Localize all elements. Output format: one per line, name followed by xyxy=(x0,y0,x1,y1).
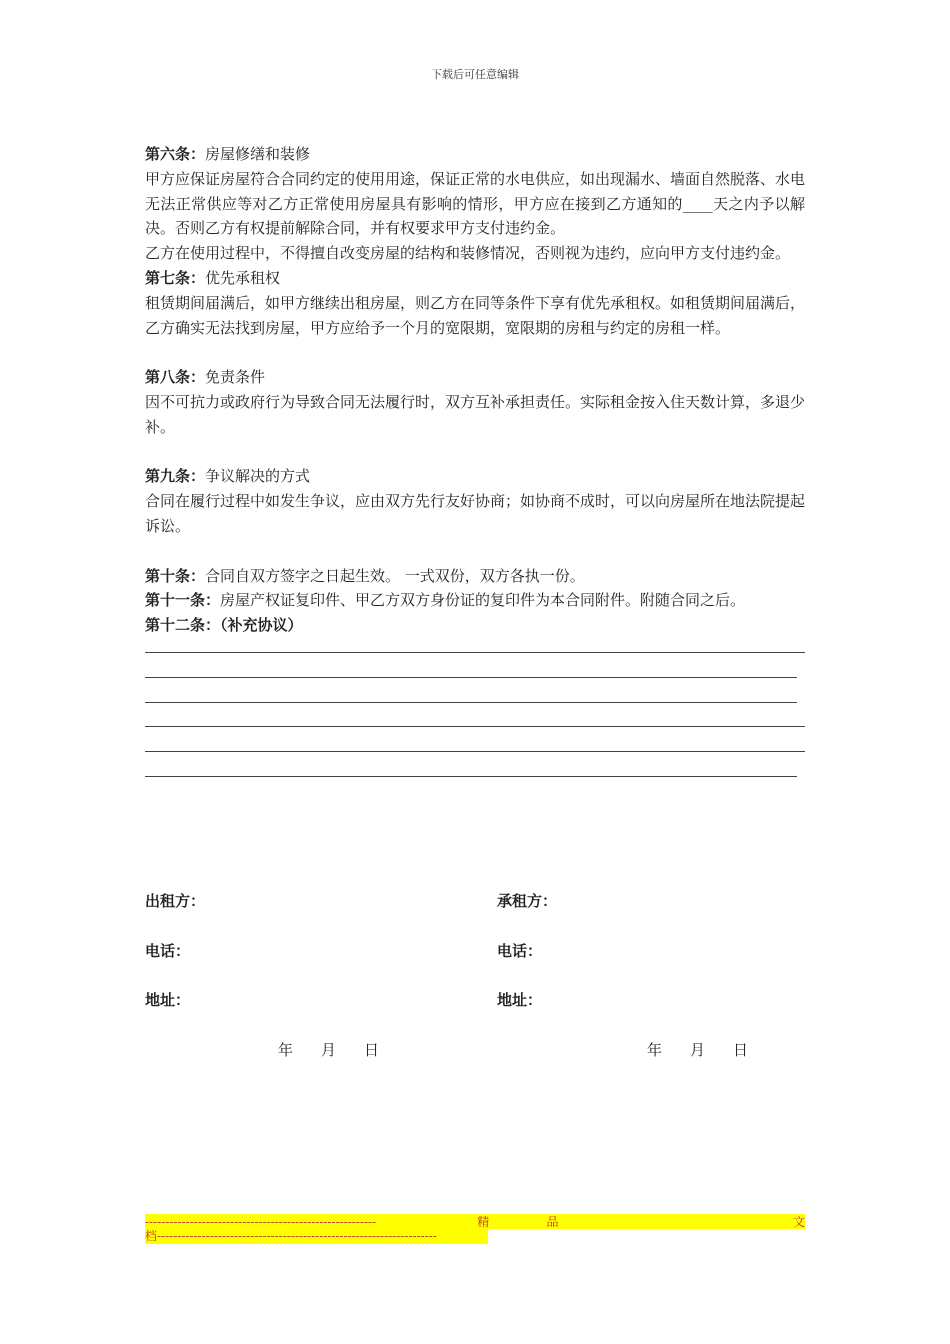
article-6-paragraph-2: 乙方在使用过程中，不得擅自改变房屋的结构和装修情况，否则视为违约，应向甲方支付违约金。 xyxy=(145,244,791,263)
article-9-heading: 第九条：争议解决的方式 xyxy=(145,467,311,486)
supplement-blank-line[interactable] xyxy=(145,638,805,663)
lessee-phone-label: 电话： xyxy=(497,942,543,960)
footer-line-2: 档--------------------------------------------------------------------- xyxy=(145,1229,488,1244)
lessee-date: 年 月 日 xyxy=(647,1041,749,1059)
footer-watermark xyxy=(145,1214,805,1244)
article-7-paragraph: 租赁期间届满后，如甲方继续出租房屋，则乙方在同等条件下享有优先承租权。如租赁期间届满后，乙方确实无法找到房屋，甲方应给予一个月的宽限期，宽限期的房租与约定的房租一样。 xyxy=(145,293,806,337)
article-10: 第十条：合同自双方签字之日起生效。 一式双份，双方各执一份。 xyxy=(145,566,585,585)
article-6-paragraph-1: 甲方应保证房屋符合合同约定的使用用途，保证正常的水电供应，如出现漏水、墙面自然脱落、水电无法正常供应等对乙方正常使用房屋具有影响的情形，甲方应在接到乙方通知的____天之内予以解决。否则乙方有权提前解除合同，并有权要求甲方支付违约金。 xyxy=(145,169,806,238)
supplement-blank-line[interactable] xyxy=(145,712,805,737)
lessor-address-label: 地址： xyxy=(145,991,191,1009)
article-11: 第十一条：房屋产权证复印件、甲乙方双方身份证的复印件为本合同附件。附随合同之后。 xyxy=(145,591,746,610)
article-8-heading: 第八条：免责条件 xyxy=(145,368,266,387)
article-12-heading: 第十二条：（补充协议） xyxy=(145,616,303,635)
article-6-heading: 第六条：房屋修缮和装修 xyxy=(145,145,311,163)
supplement-blank-line[interactable] xyxy=(145,762,805,787)
lessee-address-label: 地址： xyxy=(497,991,543,1009)
lessor-label: 出租方： xyxy=(145,892,206,910)
lessor-phone-label: 电话： xyxy=(145,942,191,960)
article-7-heading: 第七条：优先承租权 xyxy=(145,268,281,287)
supplement-blank-line[interactable] xyxy=(145,663,805,688)
footer-line-1: --------------------------------------------------------- 精 品 文 xyxy=(145,1214,805,1229)
page-header: 下载后可任意编辑 xyxy=(431,68,519,81)
article-8-paragraph: 因不可抗力或政府行为导致合同无法履行时，双方互补承担责任。实际租金按入住天数计算，多退少补。 xyxy=(145,392,806,436)
supplement-blank-line[interactable] xyxy=(145,737,805,762)
article-9-paragraph: 合同在履行过程中如发生争议，应由双方先行友好协商；如协商不成时，可以向房屋所在地法院提起诉讼。 xyxy=(145,492,806,535)
lessor-date: 年 月 日 xyxy=(278,1041,380,1059)
contract-body xyxy=(145,142,805,787)
lessee-label: 承租方： xyxy=(497,892,558,910)
supplement-blank-line[interactable] xyxy=(145,688,805,713)
